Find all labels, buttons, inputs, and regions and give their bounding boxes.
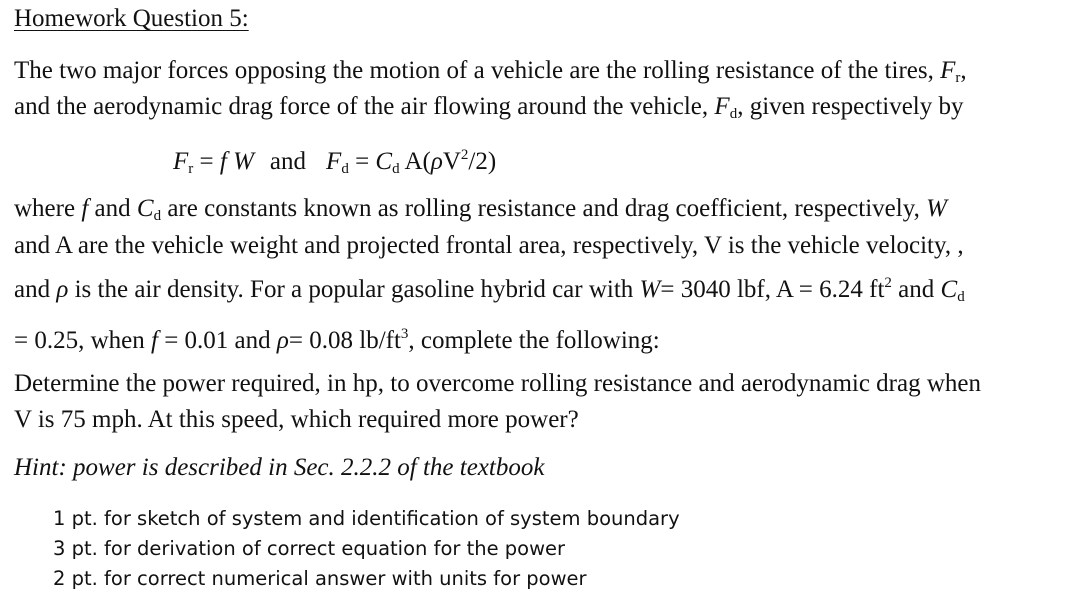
def-text: and xyxy=(14,276,57,303)
rolling-force-symbol: F xyxy=(940,57,956,84)
def-density-exponent: 3 xyxy=(400,326,409,342)
definitions-line-2: and A are the vehicle weight and projected frontal area, respectively, V is the vehicle velocity, , xyxy=(14,232,964,259)
eq-rolling-force: F xyxy=(173,148,189,175)
intro-text: and the aerodynamic drag force of the air flowing around the vehicle, xyxy=(14,93,715,120)
force-equations xyxy=(173,140,496,184)
eq-connector: and xyxy=(269,148,307,175)
eq-drag-sub: d xyxy=(341,161,349,177)
def-rho: ρ xyxy=(56,276,69,303)
drag-force-symbol: F xyxy=(714,93,730,120)
def-text: = 0.01 and xyxy=(157,327,277,354)
intro-text: The two major forces opposing the motion of a vehicle are the rolling resistance of the tires, xyxy=(14,57,941,84)
eq-drag-force: F xyxy=(326,148,342,175)
page-title: Homework Question 5: xyxy=(14,5,249,32)
def-text: where xyxy=(14,195,82,222)
eq-rolling-sub: r xyxy=(188,161,194,177)
def-f: f xyxy=(81,195,89,222)
def-w: W xyxy=(639,276,661,303)
intro-comma: , xyxy=(960,57,967,84)
def-text: = 0.08 lb/ft xyxy=(288,327,401,354)
definitions-line-1 xyxy=(14,194,947,231)
definitions-line-3 xyxy=(14,268,965,312)
def-text: , complete the following: xyxy=(408,327,660,354)
def-area-exponent: 2 xyxy=(884,275,892,291)
intro-tail: , given respectively by xyxy=(737,93,964,120)
drag-force-subscript: d xyxy=(729,106,738,122)
definitions-line-4 xyxy=(14,319,660,356)
def-w: W xyxy=(926,195,947,222)
def-f: f xyxy=(151,327,158,354)
def-rho: ρ xyxy=(276,327,289,354)
intro-line-1 xyxy=(14,56,967,93)
task-line-1: Determine the power required, in hp, to overcome rolling resistance and aerodynamic drag when xyxy=(14,370,982,397)
def-cd: C xyxy=(940,276,958,303)
def-text: = 0.25, when xyxy=(14,327,151,354)
eq-cd: C xyxy=(375,148,393,175)
eq-w: W xyxy=(233,148,254,175)
eq-equals: = xyxy=(348,148,376,175)
hint-text: Hint: power is described in Sec. 2.2.2 of the textbook xyxy=(14,454,545,481)
eq-end: /2) xyxy=(468,148,497,175)
eq-f: f xyxy=(219,148,227,175)
rubric-item: 3 pt. for derivation of correct equation for the power xyxy=(53,537,566,560)
rubric-item: 2 pt. for correct numerical answer with units for power xyxy=(53,567,587,590)
eq-equals: = xyxy=(193,148,220,175)
eq-rho: ρ xyxy=(430,148,443,175)
def-text: = 3040 lbf, A = 6.24 ft xyxy=(660,276,885,303)
def-text: and xyxy=(891,276,941,303)
def-cd-sub: d xyxy=(153,208,162,224)
rubric-item: 1 pt. for sketch of system and identification of system boundary xyxy=(53,507,680,530)
eq-area: A( xyxy=(399,148,431,175)
rolling-force-subscript: r xyxy=(955,70,961,86)
def-cd: C xyxy=(136,195,154,222)
def-text: is the air density. For a popular gasoline hybrid car with xyxy=(68,276,640,303)
intro-line-2 xyxy=(14,92,964,129)
eq-cd-sub: d xyxy=(392,161,400,177)
def-text: and xyxy=(88,195,137,222)
eq-v-exponent: 2 xyxy=(460,147,469,163)
eq-v: V xyxy=(442,148,461,175)
def-cd-sub: d xyxy=(957,289,965,305)
task-line-2: V is 75 mph. At this speed, which required more power? xyxy=(14,406,579,433)
def-text: are constants known as rolling resistance and drag coefficient, respectively, xyxy=(161,195,927,222)
